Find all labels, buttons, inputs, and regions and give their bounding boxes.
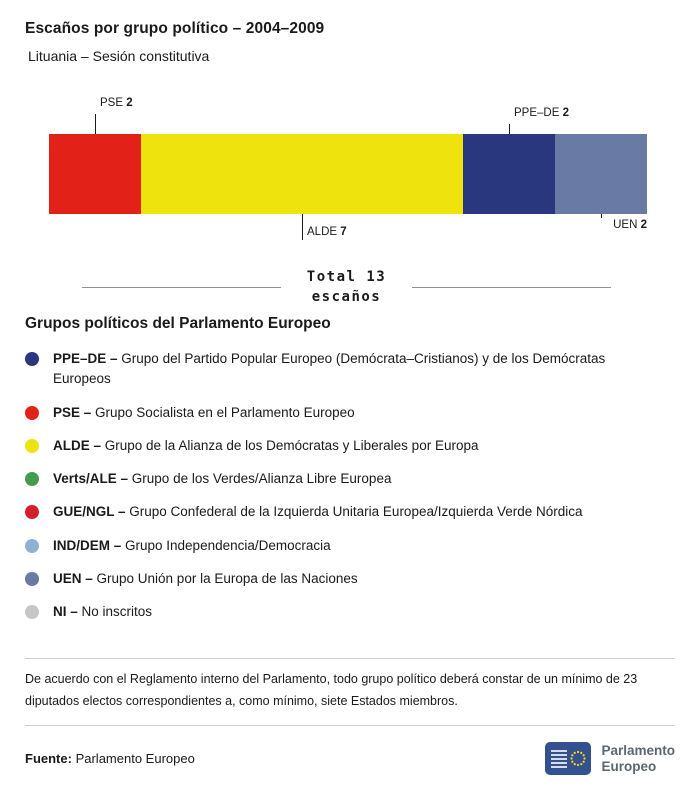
- page-subtitle: Lituania – Sesión constitutiva: [28, 48, 210, 64]
- legend-dot-ppe-de: [25, 352, 39, 366]
- page-title: Escaños por grupo político – 2004–2009: [25, 20, 325, 37]
- divider-line-left: [82, 287, 281, 288]
- legend-item-gue-ngl: [25, 502, 675, 522]
- legend-list: [25, 349, 675, 622]
- legend-dot-ind-dem: [25, 539, 39, 553]
- legend-dot-pse: [25, 406, 39, 420]
- seats-chart: [49, 92, 647, 244]
- divider-line-right: [412, 287, 611, 288]
- legend-dot-uen: [25, 572, 39, 586]
- logo-wordmark: Parlamento Europeo: [601, 742, 675, 774]
- legend-label: GUE/NGL – Grupo Confederal de la Izquierda Unitaria Europea/Izquierda Verde Nórdica: [53, 504, 583, 520]
- legend-item-ind-dem: [25, 536, 675, 556]
- legend-dot-gue-ngl: [25, 505, 39, 519]
- legend-heading: Grupos políticos del Parlamento Europeo: [25, 315, 331, 333]
- bar-label-ppe-de: PPE–DE 2: [514, 107, 569, 119]
- bar-label-alde: ALDE 7: [307, 226, 347, 238]
- legend-item-pse: [25, 403, 675, 423]
- stacked-bar: [49, 134, 647, 214]
- european-parliament-logo: [545, 742, 675, 775]
- bar-segment-uen: [555, 134, 647, 214]
- bar-label-uen: UEN 2: [613, 219, 647, 231]
- bar-segment-ppe-de: [463, 134, 555, 214]
- footnote: De acuerdo con el Reglamento interno del Parlamento, todo grupo político deberá constar de un mínimo de 23 diputados electos correspondientes a, como mínimo, siete Estados miembros.: [25, 672, 638, 709]
- legend-item-alde: [25, 436, 675, 456]
- bar-segment-alde: [141, 134, 463, 214]
- legend-label: NI – No inscritos: [53, 604, 153, 620]
- legend-dot-alde: [25, 439, 39, 453]
- legend-dot-verts-ale: [25, 472, 39, 486]
- bar-label-pse: PSE 2: [99, 97, 133, 109]
- legend-label: IND/DEM – Grupo Independencia/Democracia: [53, 537, 331, 553]
- legend-item-ppe-de: [25, 349, 675, 390]
- total-seats: [281, 268, 412, 307]
- legend-item-ni: [25, 602, 675, 622]
- total-divider: [82, 268, 611, 307]
- legend-label: ALDE – Grupo de la Alianza de los Demócratas y Liberales por Europa: [53, 437, 479, 453]
- total-seats-count: Total 13: [306, 269, 387, 285]
- source-label: Fuente:: [25, 751, 72, 767]
- source-line: [25, 751, 195, 766]
- footer: [25, 742, 675, 775]
- footer-divider: [25, 725, 675, 726]
- legend-label: PPE–DE – Grupo del Partido Popular Europeo (Demócrata–Cristianos) y de los Demócratas Europeos: [53, 351, 606, 387]
- legend-item-uen: [25, 569, 675, 589]
- label-tick-ppe-de: [509, 124, 510, 134]
- bar-segment-pse: [49, 134, 141, 214]
- european-parliament-logo-icon: [545, 742, 591, 775]
- legend-label: UEN – Grupo Unión por la Europa de las Naciones: [53, 570, 358, 586]
- label-tick-pse: [95, 114, 96, 134]
- total-seats-unit: escaños: [311, 288, 382, 305]
- source-value: Parlamento Europeo: [75, 751, 195, 767]
- footnote-divider: [25, 658, 675, 659]
- label-tick-uen: [601, 214, 602, 218]
- legend-dot-ni: [25, 605, 39, 619]
- legend-label: Verts/ALE – Grupo de los Verdes/Alianza Libre Europea: [53, 471, 392, 487]
- legend-item-verts-ale: [25, 469, 675, 489]
- legend-label: PSE – Grupo Socialista en el Parlamento Europeo: [53, 404, 355, 420]
- label-tick-alde: [302, 214, 303, 240]
